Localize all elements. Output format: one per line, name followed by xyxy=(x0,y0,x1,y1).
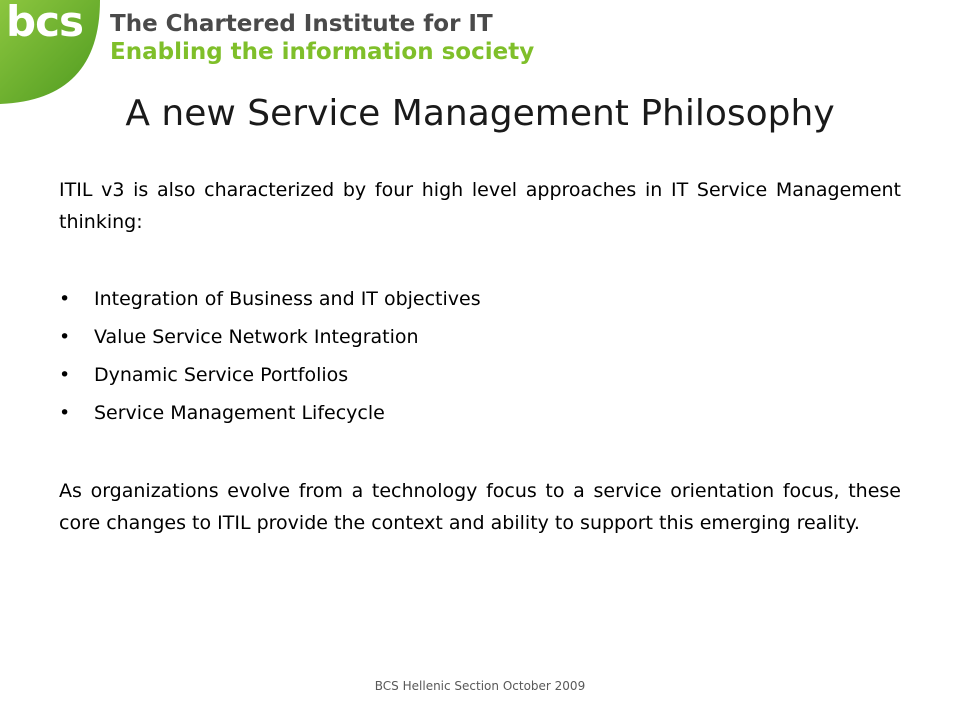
bullet-text: Service Management Lifecycle xyxy=(94,402,385,424)
org-name: The Chartered Institute for IT xyxy=(110,11,493,37)
logo-text: bcs xyxy=(6,0,83,46)
bullet-icon: • xyxy=(59,364,71,386)
bullet-text: Value Service Network Integration xyxy=(94,326,419,348)
bullet-text: Integration of Business and IT objectives xyxy=(94,288,481,310)
bullet-list xyxy=(59,283,901,435)
slide-title: A new Service Management Philosophy xyxy=(125,93,835,134)
bullet-item xyxy=(59,397,901,435)
bullet-icon: • xyxy=(59,326,71,348)
footer-text: BCS Hellenic Section October 2009 xyxy=(374,679,586,693)
intro-paragraph: ITIL v3 is also characterized by four high level approaches in IT Service Management thinking: xyxy=(59,179,901,233)
closing-paragraph: As organizations evolve from a technology focus to a service orientation focus, these core changes to ITIL provide the context and ability to support this emerging reality. xyxy=(59,480,901,534)
bullet-item xyxy=(59,283,901,321)
bullet-item xyxy=(59,359,901,397)
header xyxy=(0,0,960,100)
bullet-item xyxy=(59,321,901,359)
bullet-icon: • xyxy=(59,402,71,424)
org-tagline: Enabling the information society xyxy=(110,39,535,65)
bullet-text: Dynamic Service Portfolios xyxy=(94,364,349,386)
bullet-icon: • xyxy=(59,288,71,310)
